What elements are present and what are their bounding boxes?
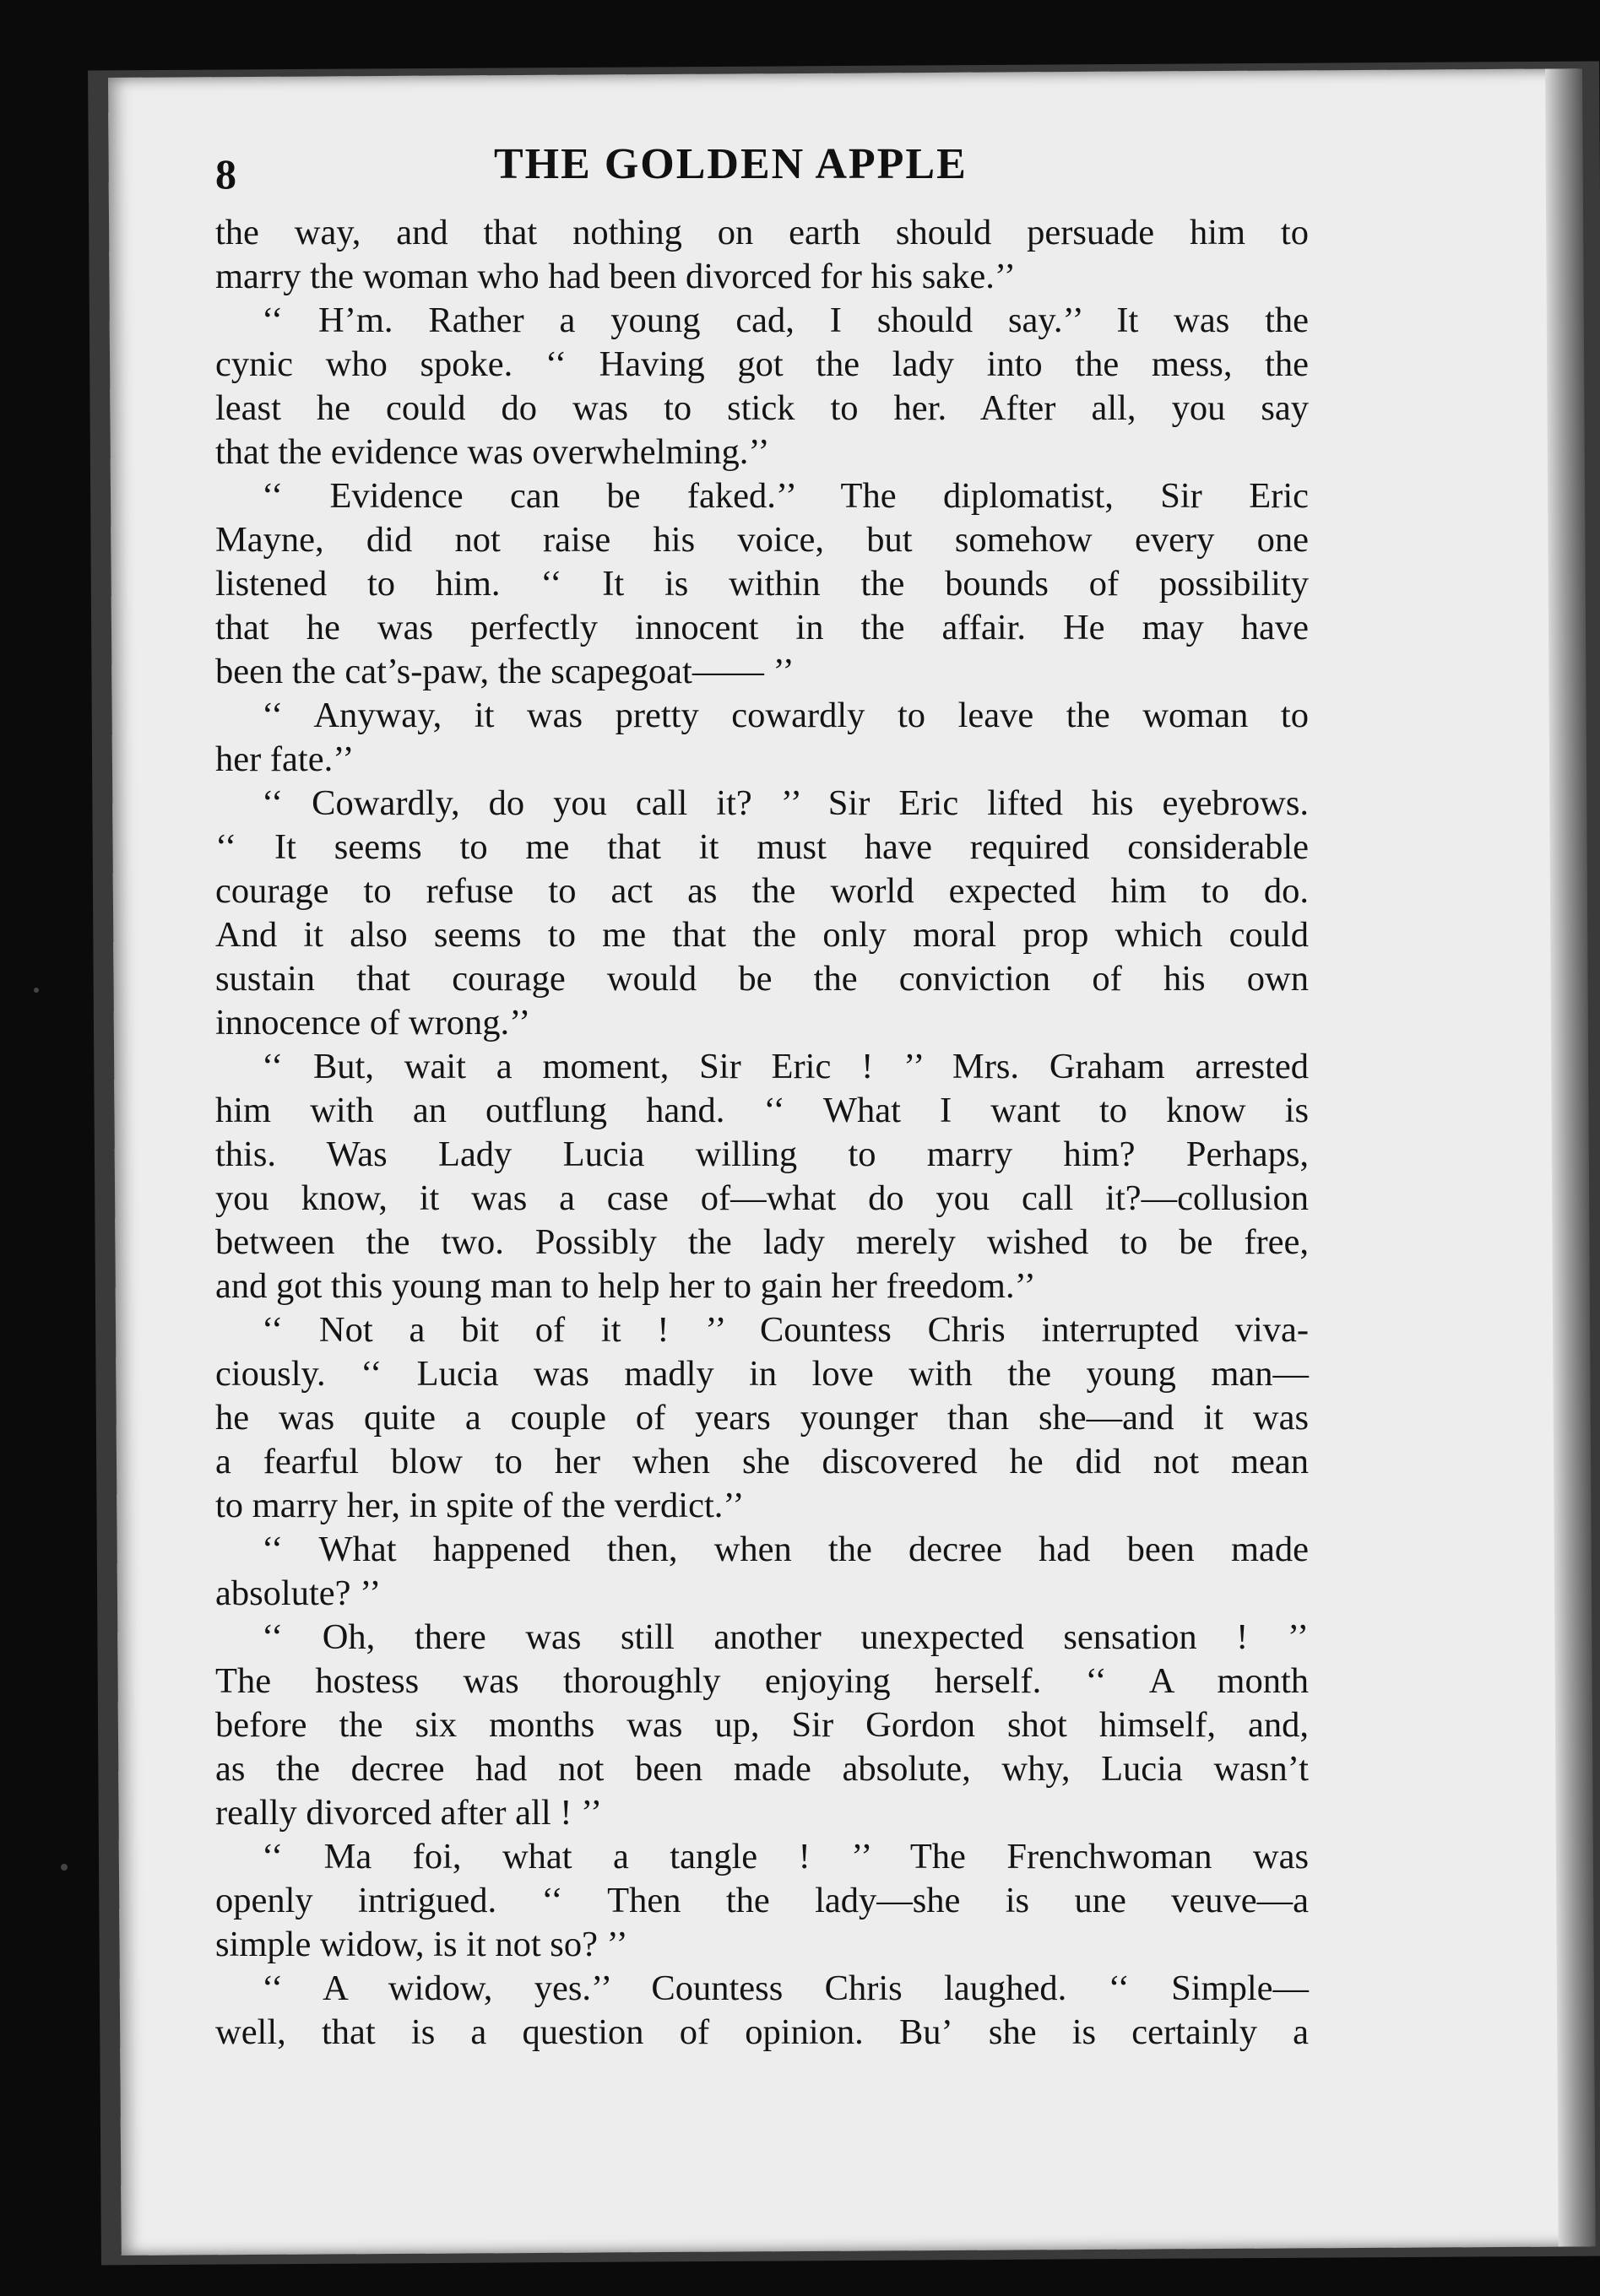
text-line: least he could do was to stick to her. After all, you say (215, 388, 1309, 428)
text-line: The hostess was thoroughly enjoying herself. ‘‘ A month (215, 1661, 1309, 1701)
text-line: well, that is a question of opinion. Buʼ she is certainly a (215, 2012, 1309, 2052)
text-line: And it also seems to me that the only moral prop which could (215, 915, 1309, 955)
running-head (215, 139, 1313, 207)
text-line: as the decree had not been made absolute, why, Lucia wasn’t (215, 1749, 1309, 1789)
text-line: ciously. ‘‘ Lucia was madly in love with the young man— (215, 1354, 1309, 1394)
text-line: ‘‘ Oh, there was still another unexpected sensation ! ’’ (262, 1617, 1309, 1657)
running-title: THE GOLDEN APPLE (494, 140, 968, 188)
body-text (215, 211, 1309, 2055)
text-line: you know, it was a case of—what do you call it?—collusion (215, 1178, 1309, 1218)
text-line: ‘‘ Ma foi, what a tangle ! ’’ The Frenchwoman was (262, 1837, 1309, 1876)
text-line: ‘‘ Cowardly, do you call it? ’’ Sir Eric lifted his eyebrows. (262, 783, 1309, 823)
text-line: ‘‘ A widow, yes.’’ Countess Chris laughed. ‘‘ Simple— (262, 1968, 1309, 2008)
text-line: between the two. Possibly the lady merely wished to be free, (215, 1222, 1309, 1262)
text-line: absolute? ’’ (215, 1573, 382, 1613)
text-line: ‘‘ H’m. Rather a young cad, I should say.’’ It was the (262, 301, 1309, 340)
text-line: this. Was Lady Lucia willing to marry him? Perhaps, (215, 1134, 1309, 1174)
text-line: Mayne, did not raise his voice, but somehow every one (215, 520, 1309, 560)
text-line: listened to him. ‘‘ It is within the bounds of possibility (215, 564, 1309, 604)
text-line: innocence of wrong.’’ (215, 1003, 531, 1042)
text-line: ‘‘ Anyway, it was pretty cowardly to leave the woman to (262, 696, 1309, 735)
text-line: cynic who spoke. ‘‘ Having got the lady into the mess, the (215, 344, 1309, 384)
text-line: courage to refuse to act as the world expected him to do. (215, 871, 1309, 911)
text-line: been the cat’s-paw, the scapegoat—— ’’ (215, 652, 795, 691)
text-line: that he was perfectly innocent in the affair. He may have (215, 608, 1309, 647)
text-line: ‘‘ What happened then, when the decree had been made (262, 1530, 1309, 1569)
text-line: and got this young man to help her to gain her freedom.’’ (215, 1266, 1036, 1306)
text-line: openly intrigued. ‘‘ Then the lady—she is une veuve—a (215, 1881, 1309, 1920)
text-line: ‘‘ Evidence can be faked.’’ The diplomatist, Sir Eric (262, 476, 1309, 516)
text-line: ‘‘ Not a bit of it ! ’’ Countess Chris interrupted viva- (262, 1310, 1309, 1350)
text-line: before the six months was up, Sir Gordon shot himself, and, (215, 1705, 1309, 1745)
text-line: ‘‘ But, wait a moment, Sir Eric ! ’’ Mrs. Graham arrested (262, 1047, 1309, 1086)
text-line: him with an outflung hand. ‘‘ What I want to know is (215, 1091, 1309, 1130)
page-number: 8 (215, 150, 236, 198)
text-line: really divorced after all ! ’’ (215, 1793, 603, 1833)
scan-speck (34, 988, 39, 993)
text-line: her fate.’’ (215, 739, 355, 779)
text-line: the way, and that nothing on earth should persuade him to (215, 213, 1309, 252)
text-line: he was quite a couple of years younger than she—and it was (215, 1398, 1309, 1438)
text-line: to marry her, in spite of the verdict.’’ (215, 1486, 745, 1525)
text-line: simple widow, is it not so? ’’ (215, 1925, 628, 1964)
scan-speck (61, 1864, 68, 1871)
text-line: sustain that courage would be the conviction of his own (215, 959, 1309, 999)
text-line: marry the woman who had been divorced for his sake.’’ (215, 257, 1017, 296)
text-line: ‘‘ It seems to me that it must have required considerable (215, 827, 1309, 867)
text-line: a fearful blow to her when she discovered he did not mean (215, 1442, 1309, 1481)
text-line: that the evidence was overwhelming.’’ (215, 432, 770, 472)
